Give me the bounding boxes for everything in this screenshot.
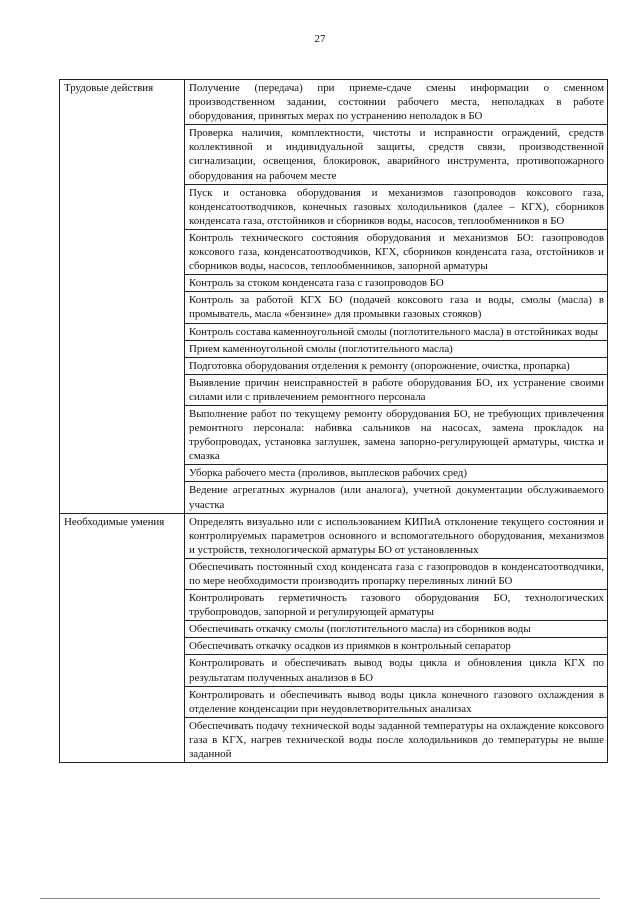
item-text: Ведение агрегатных журналов (или аналога), учетной документации обслуживаемого участка [185, 482, 608, 513]
item-text: Контролировать и обеспечивать вывод воды цикла и обновления цикла КГХ по результатам полученных анализов в БО [185, 655, 608, 686]
item-text: Уборка рабочего места (проливов, выплесков рабочих сред) [185, 465, 608, 482]
item-text: Обеспечивать подачу технической воды заданной температуры на охлаждение коксового газа в КГХ, нагрев технической воды после холодильников до температуры не выше заданной [185, 717, 608, 762]
requirements-table [59, 79, 608, 763]
item-text: Контроль технического состояния оборудования и механизмов БО: газопроводов коксового газа, конденсатоотводчиков, КГХ, сборников конденсата газа, отстойников и сборников воды, насосов, теплообменников, запорной арматуры [185, 229, 608, 274]
item-text: Контроль за стоком конденсата газа с газопроводов БО [185, 275, 608, 292]
page-number: 27 [314, 33, 326, 45]
table-row [60, 513, 608, 558]
item-text: Получение (передача) при приеме-сдаче смены информации о сменном производственном задании, состоянии рабочего места, неполадках в работе оборудования, принятых мерах по устранению неполадок в БО [185, 80, 608, 125]
item-text: Обеспечивать откачку осадков из приямков в контрольный сепаратор [185, 638, 608, 655]
item-text: Контролировать и обеспечивать вывод воды цикла конечного газового охлаждения в отделение конденсации при неудовлетворительных анализах [185, 686, 608, 717]
item-text: Прием каменноугольной смолы (поглотительного масла) [185, 340, 608, 357]
item-text: Обеспечивать откачку смолы (поглотительного масла) из сборников воды [185, 621, 608, 638]
item-text: Выявление причин неисправностей в работе оборудования БО, их устранение своими силами или с привлечением ремонтного персонала [185, 374, 608, 405]
table-row [60, 80, 608, 125]
item-text: Контроль состава каменноугольной смолы (поглотительного масла) в отстойниках воды [185, 323, 608, 340]
page-bottom-rule [40, 898, 600, 899]
item-text: Выполнение работ по текущему ремонту оборудования БО, не требующих привлечения ремонтного персонала: набивка сальников на насосах, замена прокладок на трубопроводах, установка заглушек, замена запорно-регулирующей арматуры, чистка и смазка [185, 405, 608, 464]
item-text: Пуск и остановка оборудования и механизмов газопроводов коксового газа, конденсатоотводчиков, конечных газовых холодильников (далее – КГХ), сборников конденсата газа, отстойников и сборников воды, насосов, теплообменников в БО [185, 184, 608, 229]
section-label: Трудовые действия [60, 80, 185, 514]
section-label: Необходимые умения [60, 513, 185, 763]
item-text: Определять визуально или с использованием КИПиА отклонение текущего состояния и контролируемых параметров основного и вспомогательного оборудования, механизмов и устройств, технологической арматуры БО от установленных [185, 513, 608, 558]
item-text: Проверка наличия, комплектности, чистоты и исправности ограждений, средств коллективной и индивидуальной защиты, средств связи, производственной сигнализации, освещения, блокировок, аварийного инструмента, противопожарного оборудования на рабочем месте [185, 125, 608, 184]
item-text: Обеспечивать постоянный сход конденсата газа с газопроводов в конденсатоотводчики, по мере необходимости производить пропарку переливных линий БО [185, 558, 608, 589]
item-text: Подготовка оборудования отделения к ремонту (опорожнение, очистка, пропарка) [185, 357, 608, 374]
table-body [60, 80, 608, 763]
item-text: Контроль за работой КГХ БО (подачей коксового газа и воды, смолы (масла) в промыватель, масла «бензине» для промывки газовых стояков) [185, 292, 608, 323]
item-text: Контролировать герметичность газового оборудования БО, технологических трубопроводов, запорной и регулирующей арматуры [185, 590, 608, 621]
